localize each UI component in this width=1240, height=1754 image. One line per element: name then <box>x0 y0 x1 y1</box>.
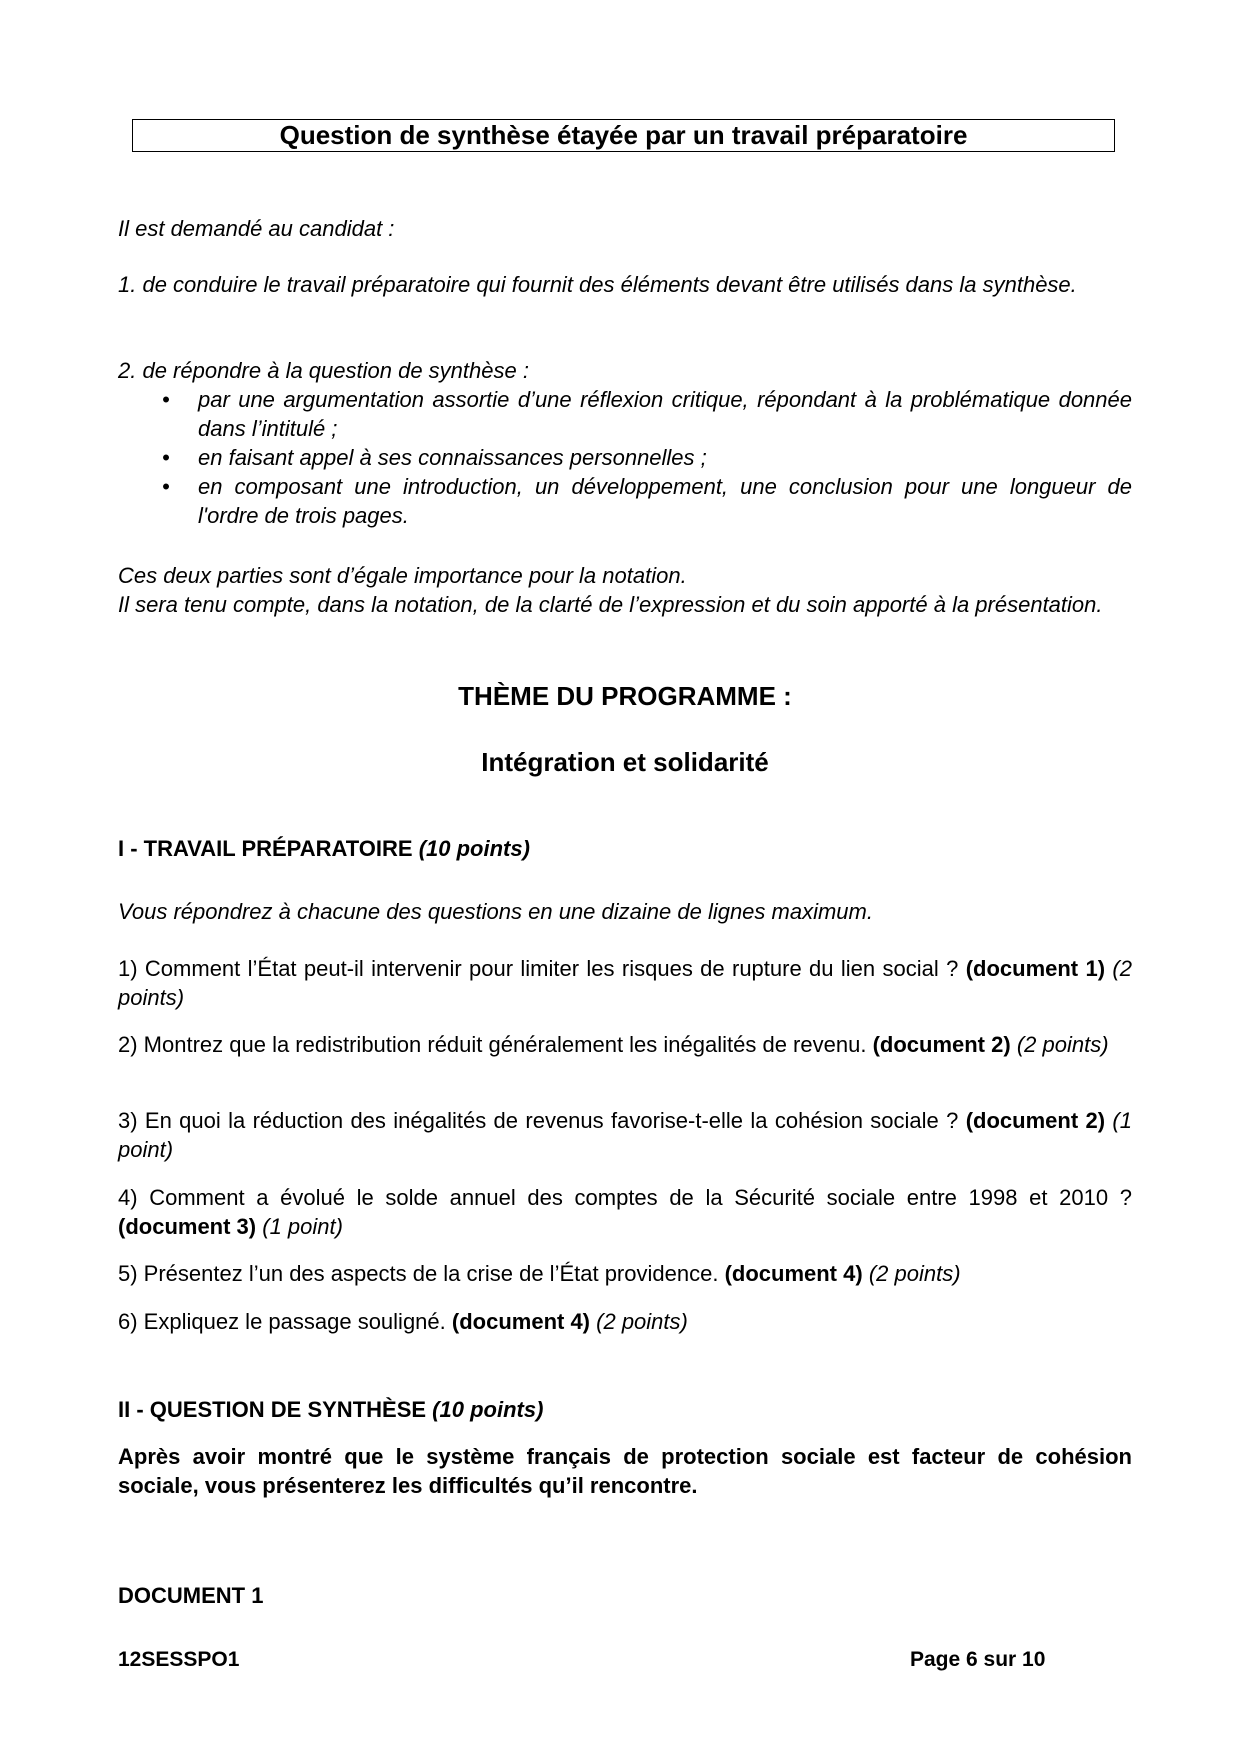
theme-name: Intégration et solidarité <box>481 747 769 777</box>
question-2: 2) Montrez que la redistribution réduit généralement les inégalités de revenu. (document 2) (2 points) <box>118 1032 1109 1057</box>
part1-heading: I - TRAVAIL PRÉPARATOIRE (10 points) <box>118 836 530 861</box>
instructions-intro: Il est demandé au candidat : <box>118 216 395 241</box>
question-6: 6) Expliquez le passage souligné. (document 4) (2 points) <box>118 1309 688 1334</box>
bullet-item: • en faisant appel à ses connaissances personnelles ; <box>162 445 707 470</box>
instructions-notes <box>118 561 1132 619</box>
question-5: 5) Présentez l’un des aspects de la crise de l’État providence. (document 4) (2 points) <box>118 1261 961 1286</box>
instructions-step2-block <box>118 356 1132 530</box>
theme-label: THÈME DU PROGRAMME : <box>458 681 792 711</box>
bullet-item: • par une argumentation assortie d’une réflexion critique, répondant à la problématique donnée dans l’intitulé ; <box>162 387 1132 441</box>
synthesis-question: Après avoir montré que le système français de protection sociale est facteur de cohésion sociale, vous présenterez les difficultés qu’il rencontre. <box>118 1444 1132 1498</box>
exercise-title: Question de synthèse étayée par un travail préparatoire <box>132 119 1115 152</box>
note-presentation: Il sera tenu compte, dans la notation, de la clarté de l’expression et du soin apporté à la présentation. <box>118 592 1103 617</box>
instructions-step1: 1. de conduire le travail préparatoire qui fournit des éléments devant être utilisés dans la synthèse. <box>118 272 1077 297</box>
part2-heading: II - QUESTION DE SYNTHÈSE (10 points) <box>118 1397 544 1422</box>
bullet-icon: • <box>162 474 170 499</box>
bullet-icon: • <box>162 387 170 412</box>
question-3: 3) En quoi la réduction des inégalités de revenus favorise-t-elle la cohésion sociale ? (document 2) (1 point) <box>118 1108 1132 1162</box>
question-1: 1) Comment l’État peut-il intervenir pour limiter les risques de rupture du lien social ? (document 1) (2 points) <box>118 956 1132 1010</box>
document-label: DOCUMENT 1 <box>118 1583 264 1608</box>
question-4: 4) Comment a évolué le solde annuel des comptes de la Sécurité sociale entre 1998 et 2010 ? (document 3) (1 point) <box>118 1185 1132 1239</box>
instructions-step2: 2. de répondre à la question de synthèse : <box>118 358 529 383</box>
bullet-icon: • <box>162 445 170 470</box>
instructions-bullet-list <box>118 385 1132 530</box>
part1-instruction: Vous répondrez à chacune des questions en une dizaine de lignes maximum. <box>118 899 873 924</box>
footer-code: 12SESSPO1 <box>118 1648 240 1671</box>
footer-page-number: Page 6 sur 10 <box>910 1648 1046 1671</box>
bullet-item: • en composant une introduction, un développement, une conclusion pour une longueur de l'ordre de trois pages. <box>162 474 1132 528</box>
note-importance: Ces deux parties sont d’égale importance pour la notation. <box>118 563 687 588</box>
